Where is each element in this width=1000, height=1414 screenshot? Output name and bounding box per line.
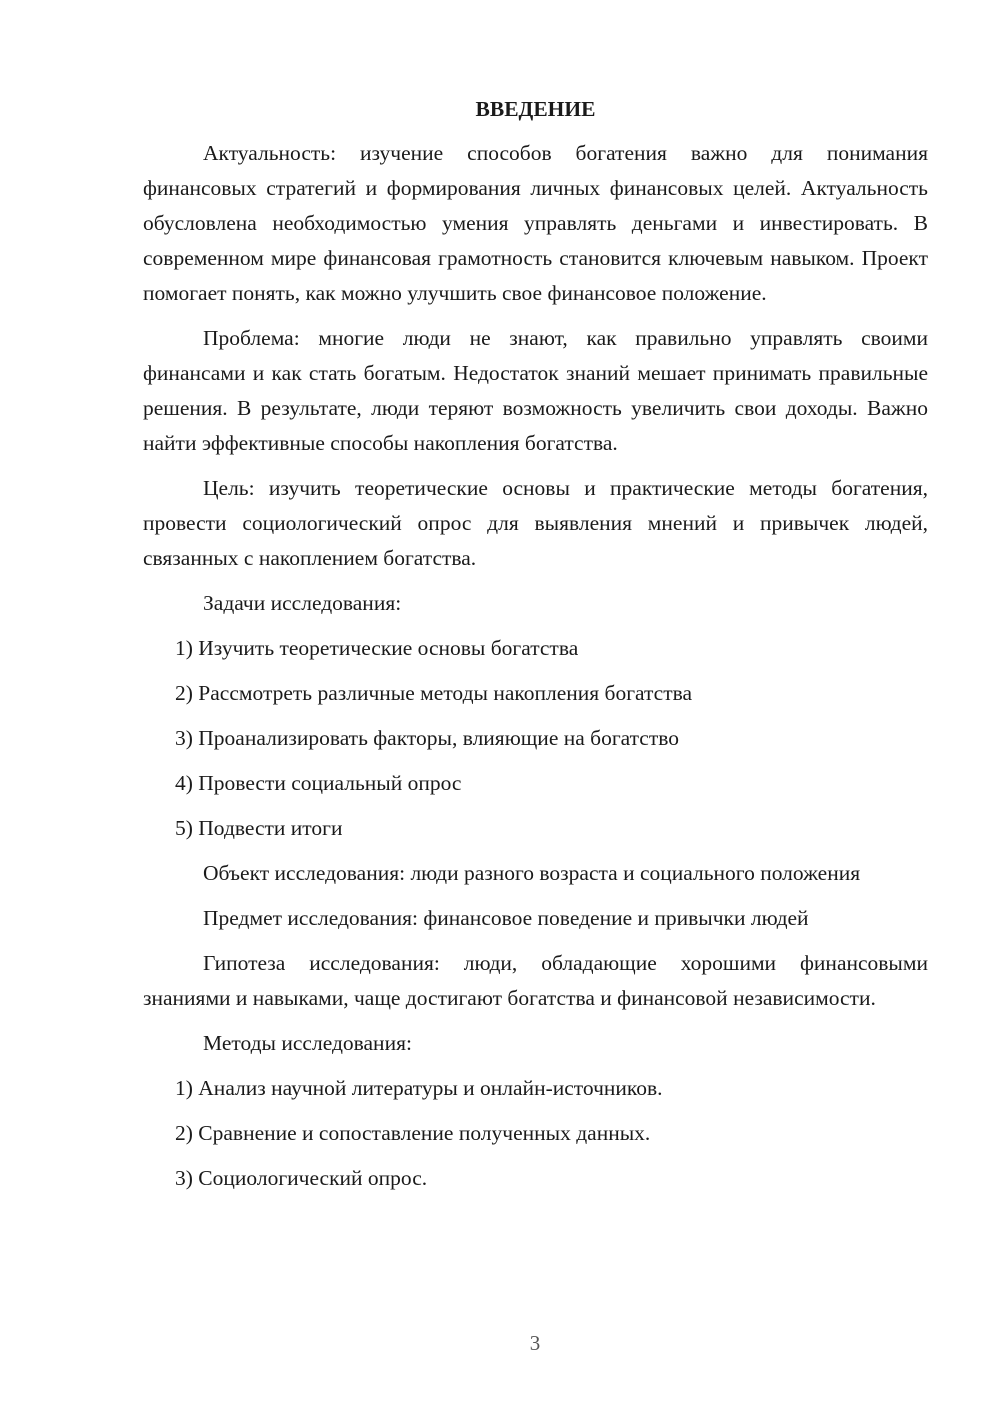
tasks-list: [143, 631, 928, 846]
list-item: 4) Провести социальный опрос: [175, 771, 462, 795]
problem-paragraph: Проблема: многие люди не знают, как правильно управлять своими финансами и как стать богатым. Недостаток знаний мешает принимать правильные решения. В результате, люди теряют возможность увеличить свои доходы. Важно найти эффективные способы накопления богатства.: [143, 326, 928, 455]
list-item: 2) Сравнение и сопоставление полученных данных.: [175, 1121, 651, 1145]
methods-label: Методы исследования:: [203, 1031, 412, 1055]
document-page: [143, 92, 928, 1206]
list-item: 2) Рассмотреть различные методы накопления богатства: [175, 681, 693, 705]
list-item: 5) Подвести итоги: [175, 816, 343, 840]
hypothesis-paragraph: Гипотеза исследования: люди, обладающие хорошими финансовыми знаниями и навыками, чаще достигают богатства и финансовой независимости.: [143, 951, 928, 1010]
page-number: 3: [529, 1331, 541, 1355]
relevance-paragraph: Актуальность: изучение способов богатения важно для понимания финансовых стратегий и формирования личных финансовых целей. Актуальность обусловлена необходимостью умения управлять деньгами и инвестировать. В современном мире финансовая грамотность становится ключевым навыком. Проект помогает понять, как можно улучшить свое финансовое положение.: [143, 141, 928, 305]
goal-paragraph: Цель: изучить теоретические основы и практические методы богатения, провести социологический опрос для выявления мнений и привычек людей, связанных с накоплением богатства.: [143, 476, 928, 570]
list-item: 3) Проанализировать факторы, влияющие на богатство: [175, 726, 680, 750]
subject-paragraph: Предмет исследования: финансовое поведение и привычки людей: [203, 906, 809, 930]
tasks-label: Задачи исследования:: [203, 591, 402, 615]
list-item: 1) Анализ научной литературы и онлайн-источников.: [175, 1076, 663, 1100]
methods-list: [143, 1071, 928, 1196]
list-item: 1) Изучить теоретические основы богатства: [175, 636, 579, 660]
list-item: 3) Социологический опрос.: [175, 1166, 428, 1190]
object-paragraph: Объект исследования: люди разного возраста и социального положения: [203, 861, 861, 885]
page-title: ВВЕДЕНИЕ: [475, 97, 596, 121]
